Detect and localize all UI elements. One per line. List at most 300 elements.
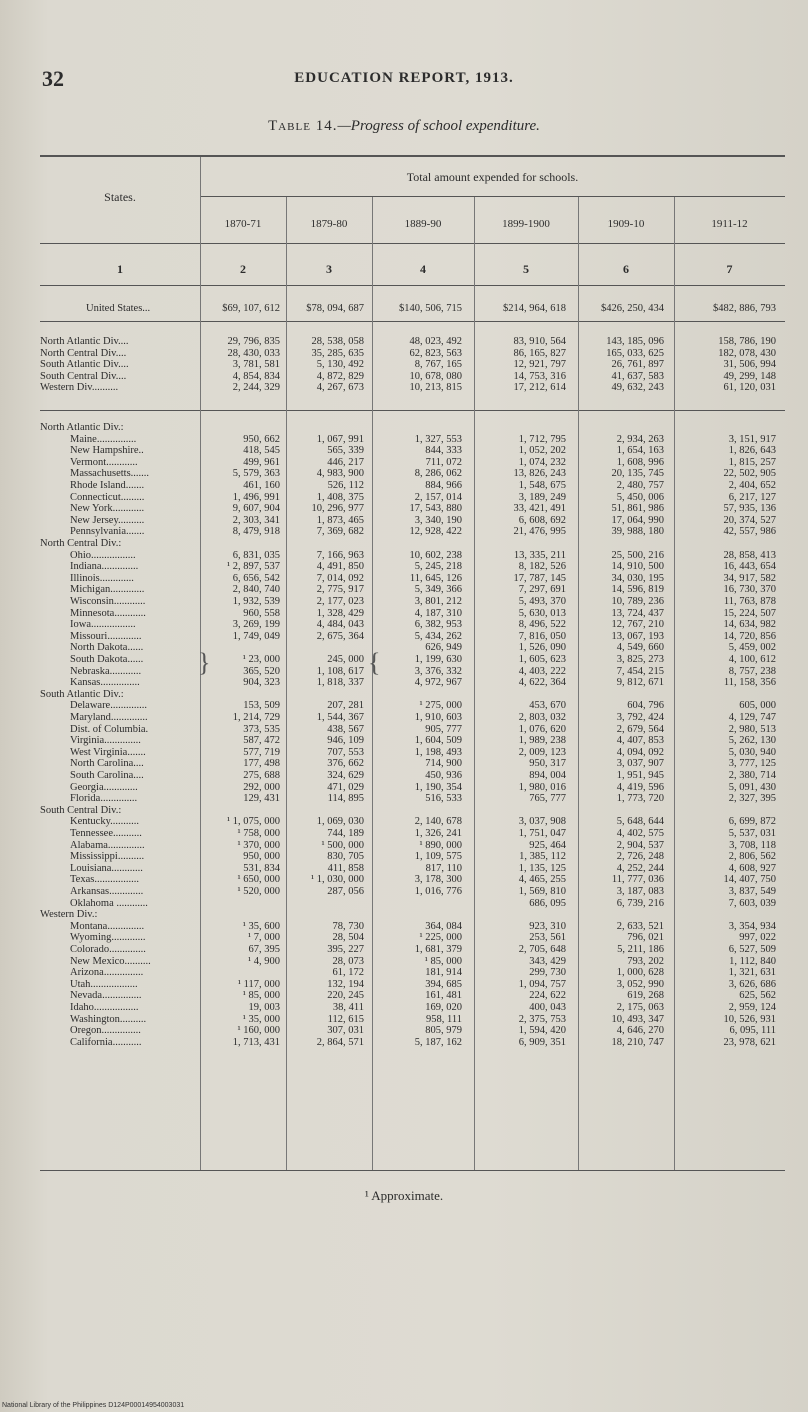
cell-value: 4, 187, 310 (414, 607, 462, 619)
table-row (0, 526, 808, 537)
row-label: California........... (70, 1036, 142, 1048)
cell-value: 925, 464 (529, 839, 566, 851)
cell-value: 1, 604, 509 (414, 735, 462, 747)
cell-value: 2, 633, 521 (616, 920, 664, 932)
row-label: Tennessee........... (70, 828, 142, 839)
cell-value: 950, 662 (243, 433, 280, 445)
cell-value: 923, 310 (529, 920, 566, 932)
cell-value: 844, 333 (425, 445, 462, 457)
table-row (0, 677, 808, 688)
cell-value: 1, 751, 047 (518, 828, 566, 839)
row-label: South Atlantic Div.: (40, 688, 124, 700)
row-label: Pennsylvania....... (70, 526, 145, 538)
cell-value: 438, 567 (327, 723, 364, 735)
cell-value: 997, 022 (739, 932, 776, 944)
cell-value: 18, 210, 747 (611, 1036, 664, 1048)
cell-value: 1, 569, 810 (518, 886, 566, 897)
row-label: Mississippi.......... (70, 851, 145, 863)
cell-value: 1, 548, 675 (518, 480, 566, 491)
column-number: 2 (240, 262, 246, 276)
cell-value: 1, 681, 379 (414, 944, 462, 955)
cell-value: 2, 775, 917 (316, 584, 364, 596)
cell-value: 3, 792, 424 (616, 712, 664, 723)
cell-value: 894, 004 (529, 770, 566, 781)
row-label: Western Div.: (40, 909, 98, 921)
cell-value: 1, 328, 429 (316, 607, 364, 619)
cell-value: 2, 380, 714 (728, 770, 776, 781)
cell-value: 4, 465, 255 (518, 874, 566, 886)
cell-value: 17, 064, 990 (611, 514, 664, 526)
cell-value: 13, 067, 193 (611, 630, 664, 642)
table-row (0, 561, 808, 572)
cell-value: 3, 340, 190 (414, 514, 462, 526)
cell-value: 5, 130, 492 (316, 359, 364, 371)
row-label: Colorado.............. (70, 944, 146, 955)
cell-value: $78, 094, 687 (306, 303, 364, 314)
table-row (0, 1025, 808, 1036)
cell-value: 450, 936 (425, 770, 462, 781)
cell-value: 3, 269, 199 (232, 619, 280, 631)
cell-value: $482, 886, 793 (713, 303, 776, 314)
cell-value: 22, 502, 905 (723, 468, 776, 480)
cell-value: 471, 029 (327, 781, 364, 793)
cell-value: 20, 135, 745 (611, 468, 664, 480)
table-row (0, 898, 808, 909)
cell-value: 744, 189 (327, 828, 364, 839)
cell-value: 411, 858 (327, 862, 364, 874)
cell-value: 1, 094, 757 (518, 978, 566, 990)
cell-value: ¹ 758, 000 (237, 828, 280, 839)
caption-title: —Progress of school expenditure. (337, 118, 540, 134)
table-row (0, 735, 808, 746)
table-row (0, 979, 808, 990)
table-row (0, 874, 808, 885)
cell-value: 5, 030, 940 (728, 746, 776, 758)
cell-value: ¹ 117, 000 (237, 978, 280, 990)
column-number: 4 (420, 262, 426, 276)
cell-value: 19, 003 (248, 1002, 280, 1013)
cell-value: 2, 806, 562 (728, 851, 776, 863)
cell-value: ¹ 1, 075, 000 (226, 816, 280, 828)
cell-value: 245, 000 (327, 654, 364, 665)
cell-value: 1, 951, 945 (616, 770, 664, 781)
cell-value: 11, 645, 126 (409, 572, 462, 584)
cell-value: 4, 646, 270 (616, 1025, 664, 1037)
cell-value: 1, 608, 996 (616, 456, 664, 468)
cell-value: 950, 000 (243, 851, 280, 863)
table-row (0, 457, 808, 468)
cell-value: 4, 407, 853 (616, 735, 664, 747)
row-label: Oklahoma ............ (70, 897, 148, 909)
cell-value: ¹ 85, 000 (424, 955, 462, 967)
cell-value: ¹ 500, 000 (321, 839, 364, 851)
cell-value: 17, 212, 614 (513, 382, 566, 394)
table-row (0, 445, 808, 456)
cell-value: $140, 506, 715 (399, 303, 462, 314)
cell-value: 17, 543, 880 (409, 503, 462, 515)
cell-value: 83, 910, 564 (513, 336, 566, 347)
cell-value: 3, 151, 917 (728, 433, 776, 445)
cell-value: 7, 297, 691 (518, 584, 566, 596)
cell-value: 17, 787, 145 (513, 572, 566, 584)
row-label: Washington.......... (70, 1013, 147, 1025)
cell-value: 158, 786, 190 (718, 336, 776, 347)
row-label: North Carolina.... (70, 758, 144, 770)
column-number: 5 (523, 262, 529, 276)
caption-label: Table 14. (268, 118, 338, 134)
table-row (0, 422, 808, 433)
cell-value: 1, 108, 617 (316, 665, 364, 677)
cell-value: ¹ 225, 000 (419, 932, 462, 944)
table-row (0, 596, 808, 607)
row-label: Texas................. (70, 874, 139, 886)
cell-value: 8, 182, 526 (518, 561, 566, 573)
dakota-brace: } (198, 648, 211, 677)
cell-value: 143, 185, 096 (606, 336, 664, 347)
cell-value: 2, 009, 123 (518, 746, 566, 758)
expenditure-header: Total amount expended for schools. (406, 170, 579, 184)
cell-value: 707, 553 (327, 746, 364, 758)
cell-value: 3, 708, 118 (729, 839, 776, 851)
cell-value: 626, 949 (425, 642, 462, 654)
table-caption (0, 118, 808, 135)
cell-value: 365, 520 (243, 665, 280, 677)
row-label: Utah.................. (70, 978, 138, 990)
cell-value: 28, 538, 058 (311, 336, 364, 347)
cell-value: 4, 872, 829 (316, 370, 364, 382)
cell-value: 1, 818, 337 (316, 677, 364, 689)
row-label: New Jersey.......... (70, 514, 145, 526)
cell-value: 4, 094, 092 (616, 746, 664, 758)
cell-value: 817, 110 (425, 862, 462, 874)
table-row (0, 956, 808, 967)
cell-value: 1, 074, 232 (518, 456, 566, 468)
row-label: Delaware.............. (70, 700, 147, 712)
cell-value: 2, 303, 341 (232, 514, 280, 526)
row-label: Georgia............. (70, 781, 138, 793)
table-row (0, 851, 808, 862)
cell-value: 48, 023, 492 (409, 336, 462, 347)
row-label: Oregon............... (70, 1025, 141, 1037)
row-label: Connecticut......... (70, 491, 145, 503)
cell-value: 10, 296, 977 (311, 503, 364, 515)
cell-value: 165, 033, 625 (606, 347, 664, 359)
cell-value: 714, 900 (425, 758, 462, 770)
cell-value: 1, 112, 840 (729, 955, 776, 967)
table-row (0, 816, 808, 827)
table-row (0, 932, 808, 943)
table-row (0, 909, 808, 920)
cell-value: 3, 178, 300 (414, 874, 462, 886)
row-label: North Central Div.: (40, 538, 122, 549)
row-label: Vermont............ (70, 456, 138, 468)
row-label: Massachusetts....... (70, 468, 150, 480)
cell-value: 5, 630, 013 (518, 607, 566, 619)
cell-value: 15, 224, 507 (723, 607, 776, 619)
cell-value: 181, 914 (425, 967, 462, 979)
row-label: Indiana.............. (70, 561, 139, 573)
cell-value: 5, 245, 218 (414, 561, 462, 573)
table-row (0, 303, 808, 314)
cell-value: 395, 227 (327, 944, 364, 955)
cell-value: 9, 812, 671 (616, 677, 664, 689)
cell-value: 10, 789, 236 (611, 596, 664, 607)
cell-value: 1, 654, 163 (616, 445, 664, 457)
cell-value: 1, 980, 016 (518, 781, 566, 793)
cell-value: ¹ 23, 000 (242, 654, 280, 665)
scan-credit: National Library of the Philippines D124P00014954003031 (2, 1402, 185, 1409)
cell-value: 4, 549, 660 (616, 642, 664, 654)
cell-value: 516, 533 (425, 793, 462, 805)
cell-value: ¹ 160, 000 (237, 1025, 280, 1037)
footnote: ¹ Approximate. (364, 1188, 444, 1203)
cell-value: 400, 043 (529, 1002, 566, 1013)
cell-value: 41, 637, 583 (611, 370, 664, 382)
cell-value: 3, 187, 083 (616, 886, 664, 897)
row-label: Idaho................. (70, 1002, 139, 1013)
states-header: States. (104, 190, 136, 204)
cell-value: ¹ 1, 030, 000 (310, 874, 364, 886)
table-row (0, 990, 808, 1001)
column-number: 6 (623, 262, 629, 276)
table-row (0, 468, 808, 479)
cell-value: 1, 076, 620 (518, 723, 566, 735)
cell-value: ¹ 4, 900 (247, 955, 280, 967)
cell-value: 5, 262, 130 (728, 735, 776, 747)
row-label: South Dakota...... (70, 654, 144, 665)
table-row (0, 828, 808, 839)
cell-value: 884, 966 (425, 480, 462, 491)
row-label: Montana.............. (70, 920, 145, 932)
table-row (0, 642, 808, 653)
row-label: West Virginia....... (70, 746, 146, 758)
cell-value: 6, 095, 111 (729, 1025, 776, 1037)
cell-value: 14, 407, 750 (723, 874, 776, 886)
cell-value: 14, 634, 982 (723, 619, 776, 631)
table-row (0, 1014, 808, 1025)
cell-value: 6, 656, 542 (232, 572, 280, 584)
cell-value: 12, 928, 422 (409, 526, 462, 538)
cell-value: 10, 213, 815 (409, 382, 462, 394)
cell-value: 8, 767, 165 (414, 359, 462, 371)
cell-value: 16, 730, 370 (723, 584, 776, 596)
cell-value: 2, 480, 757 (616, 480, 664, 491)
cell-value: 946, 109 (327, 735, 364, 747)
cell-value: 12, 767, 210 (611, 619, 664, 631)
cell-value: 1, 327, 553 (414, 433, 462, 445)
cell-value: ¹ 7, 000 (247, 932, 280, 944)
cell-value: 28, 073 (332, 955, 364, 967)
cell-value: 324, 629 (327, 770, 364, 781)
cell-value: 5, 579, 363 (232, 468, 280, 480)
cell-value: 3, 189, 249 (518, 491, 566, 503)
cell-value: 3, 354, 934 (728, 920, 776, 932)
cell-value: 207, 281 (327, 700, 364, 712)
cell-value: 29, 796, 835 (227, 336, 280, 347)
cell-value: 67, 395 (248, 944, 280, 955)
cell-value: 1, 712, 795 (518, 433, 566, 445)
table-row (0, 550, 808, 561)
row-label: Wyoming............. (70, 932, 146, 944)
table-row (0, 371, 808, 382)
table-row (0, 654, 808, 665)
cell-value: 1, 594, 420 (518, 1025, 566, 1037)
row-label: Wisconsin............ (70, 596, 146, 607)
table-row (0, 492, 808, 503)
cell-value: 13, 724, 437 (611, 607, 664, 619)
cell-value: 3, 777, 125 (728, 758, 776, 770)
year-header: 1889-90 (404, 218, 442, 230)
row-label: South Atlantic Div.... (40, 359, 129, 371)
cell-value: 1, 069, 030 (316, 816, 364, 828)
cell-value: 1, 749, 049 (232, 630, 280, 642)
row-label: New Hampshire.. (70, 445, 144, 457)
cell-value: 1, 199, 630 (414, 654, 462, 665)
row-label: Rhode Island....... (70, 480, 145, 491)
cell-value: 2, 679, 564 (616, 723, 664, 735)
cell-value: 28, 504 (332, 932, 364, 944)
cell-value: 220, 245 (327, 990, 364, 1002)
cell-value: 1, 873, 465 (316, 514, 364, 526)
row-label: Maine............... (70, 433, 137, 445)
cell-value: 1, 544, 367 (316, 712, 364, 723)
table-row (0, 747, 808, 758)
table-bottom-rule (40, 1170, 785, 1171)
cell-value: 10, 493, 347 (611, 1013, 664, 1025)
cell-value: 10, 526, 931 (723, 1013, 776, 1025)
cell-value: 10, 678, 080 (409, 370, 462, 382)
cell-value: 1, 214, 729 (232, 712, 280, 723)
cell-value: 39, 988, 180 (611, 526, 664, 538)
cell-value: 1, 408, 375 (316, 491, 364, 503)
table-row (0, 689, 808, 700)
cell-value: 4, 608, 927 (728, 862, 776, 874)
row-label: South Carolina.... (70, 770, 144, 781)
cell-value: 1, 496, 991 (232, 491, 280, 503)
cell-value: 4, 854, 834 (232, 370, 280, 382)
table-row (0, 573, 808, 584)
cell-value: 587, 472 (243, 735, 280, 747)
cell-value: 2, 327, 395 (728, 793, 776, 805)
cell-value: 4, 491, 850 (316, 561, 364, 573)
cell-value: 686, 095 (529, 897, 566, 909)
row-label: Minnesota............ (70, 607, 146, 619)
table-row (0, 782, 808, 793)
cell-value: ¹ 890, 000 (419, 839, 462, 851)
cell-value: 3, 052, 990 (616, 978, 664, 990)
cell-value: 4, 100, 612 (728, 654, 776, 665)
cell-value: 3, 837, 549 (728, 886, 776, 897)
cell-value: 418, 545 (243, 445, 280, 457)
cell-value: 2, 959, 124 (728, 1002, 776, 1013)
cell-value: 2, 244, 329 (232, 382, 280, 394)
cell-value: 20, 374, 527 (723, 514, 776, 526)
cell-value: 364, 084 (425, 920, 462, 932)
row-label: North Atlantic Div.... (40, 336, 129, 347)
year-header: 1879-80 (310, 218, 348, 230)
table-row (0, 921, 808, 932)
cell-value: 23, 978, 621 (723, 1036, 776, 1048)
cell-value: 3, 801, 212 (414, 596, 462, 607)
cell-value: 275, 688 (243, 770, 280, 781)
year-header: 1899-1900 (502, 218, 550, 230)
cell-value: 287, 056 (327, 886, 364, 897)
cell-value: 8, 286, 062 (414, 468, 462, 480)
cell-value: 4, 267, 673 (316, 382, 364, 394)
page-number: 32 (42, 66, 64, 91)
cell-value: 42, 557, 986 (723, 526, 776, 538)
cell-value: 904, 323 (243, 677, 280, 689)
cell-value: 958, 111 (426, 1013, 462, 1025)
cell-value: 5, 211, 186 (617, 944, 664, 955)
cell-value: 8, 757, 238 (728, 665, 776, 677)
row-label: Florida.............. (70, 793, 138, 805)
cell-value: 6, 527, 509 (728, 944, 776, 955)
cell-value: 4, 972, 967 (414, 677, 462, 689)
cell-value: 62, 823, 563 (409, 347, 462, 359)
table-row (0, 712, 808, 723)
table-row (0, 359, 808, 370)
cell-value: 2, 864, 571 (316, 1036, 364, 1048)
cell-value: 1, 052, 202 (518, 445, 566, 457)
cell-value: 78, 730 (332, 920, 364, 932)
cell-value: 625, 562 (739, 990, 776, 1002)
cell-value: 5, 434, 262 (414, 630, 462, 642)
cell-value: ¹ 35, 600 (242, 920, 280, 932)
cell-value: 6, 699, 872 (728, 816, 776, 828)
cell-value: 7, 166, 963 (316, 549, 364, 561)
cell-value: 453, 670 (529, 700, 566, 712)
cell-value: 6, 608, 692 (518, 514, 566, 526)
cell-value: ¹ 85, 000 (242, 990, 280, 1002)
table-row (0, 538, 808, 549)
cell-value: 531, 834 (243, 862, 280, 874)
cell-value: 1, 016, 776 (414, 886, 462, 897)
table-row (0, 666, 808, 677)
table-row (0, 805, 808, 816)
dakota-brace: { (368, 648, 381, 677)
cell-value: 7, 454, 215 (616, 665, 664, 677)
year-header: 1870-71 (224, 218, 262, 230)
table-top-rule (40, 155, 785, 157)
cell-value: 1, 067, 991 (316, 433, 364, 445)
cell-value: 4, 484, 043 (316, 619, 364, 631)
cell-value: 5, 349, 366 (414, 584, 462, 596)
cell-value: 8, 496, 522 (518, 619, 566, 631)
table-row (0, 1002, 808, 1013)
cell-value: 25, 500, 216 (611, 549, 664, 561)
cell-value: 4, 403, 222 (518, 665, 566, 677)
cell-value: 299, 730 (529, 967, 566, 979)
row-label: Virginia.............. (70, 735, 141, 747)
table-row (0, 503, 808, 514)
cell-value: 5, 537, 031 (728, 828, 776, 839)
cell-value: 253, 561 (529, 932, 566, 944)
cell-value: 1, 135, 125 (518, 862, 566, 874)
cell-value: 5, 493, 370 (518, 596, 566, 607)
cell-value: ¹ 370, 000 (237, 839, 280, 851)
table-row (0, 1037, 808, 1048)
running-head: EDUCATION REPORT, 1913. (294, 70, 514, 86)
cell-value: 793, 202 (627, 955, 664, 967)
cell-value: 14, 720, 856 (723, 630, 776, 642)
row-label: South Central Div.... (40, 370, 127, 382)
cell-value: 605, 000 (739, 700, 776, 712)
table-row (0, 886, 808, 897)
cell-value: 461, 160 (243, 480, 280, 491)
cell-value: 12, 921, 797 (513, 359, 566, 371)
cell-value: 38, 411 (332, 1002, 364, 1013)
